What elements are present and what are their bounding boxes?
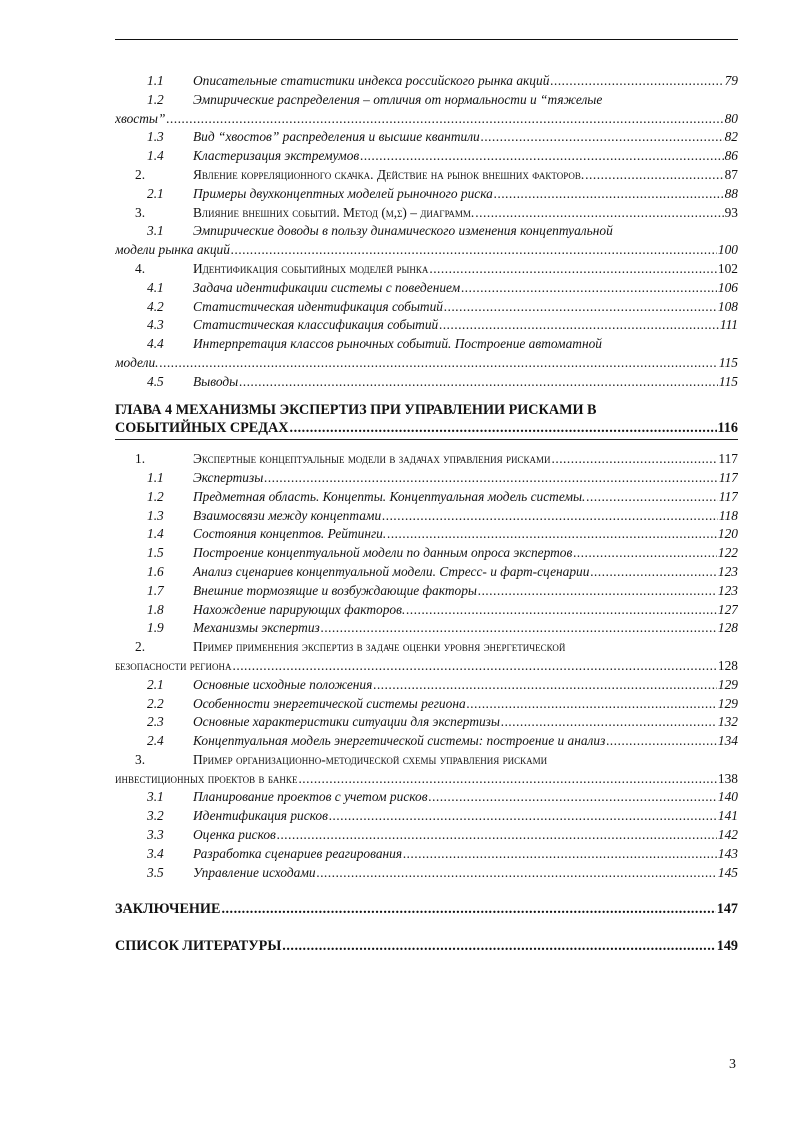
toc-references[interactable]: СПИСОК ЛИТЕРАТУРЫ ..... 149: [115, 937, 738, 956]
toc-subsection-3-3[interactable]: 3.3 Оценка рисков ..... 142: [115, 826, 738, 845]
toc-ch4-section-1[interactable]: 1. Экспертные концептуальные модели в задачах управления рисками ..... 117: [115, 450, 738, 469]
toc-section-2[interactable]: 2. Явление корреляционного скачка. Действие на рынок внешних факторов. ..... 87: [115, 166, 738, 185]
toc-subsection-1-3[interactable]: 1.3 Вид “хвостов” распределения и высшие квантили ..... 82: [115, 128, 738, 147]
toc-subsection-2-1[interactable]: 2.1 Примеры двухконцептных моделей рыночного риска ..... 88: [115, 185, 738, 204]
toc-ch4-section-2[interactable]: 2. Пример применения экспертиз в задаче оценки уровня энергетической безопасности региона ..... 128: [115, 638, 738, 676]
toc-subsection-1-4[interactable]: 1.4 Кластеризация экстремумов ..... 86: [115, 147, 738, 166]
toc-subsection-2-1[interactable]: 2.1 Основные исходные положения ..... 129: [115, 676, 738, 695]
page-number: 3: [729, 1057, 736, 1072]
toc-section-4[interactable]: 4. Идентификация событийных моделей рынка ..... 102: [115, 260, 738, 279]
toc-subsection-3-1[interactable]: 3.1 Планирование проектов с учетом рисков ..... 140: [115, 788, 738, 807]
toc-subsection-1-7[interactable]: 1.7 Внешние тормозящие и возбуждающие факторы ..... 123: [115, 582, 738, 601]
toc-subsection-1-8[interactable]: 1.8 Нахождение парирующих факторов. ..... 127: [115, 601, 738, 620]
table-of-contents: [115, 72, 738, 956]
toc-subsection-4-2[interactable]: 4.2 Статистическая идентификация событий ..... 108: [115, 298, 738, 317]
toc-subsection-1-2[interactable]: 1.2 Предметная область. Концепты. Концептуальная модель системы. ..... 117: [115, 488, 738, 507]
toc-subsection-1-1[interactable]: 1.1 Описательные статистики индекса российского рынка акций ..... 79: [115, 72, 738, 91]
toc-subsection-1-4[interactable]: 1.4 Состояния концептов. Рейтинги. ..... 120: [115, 525, 738, 544]
header-rule: [115, 39, 738, 40]
toc-subsection-3-2[interactable]: 3.2 Идентификация рисков ..... 141: [115, 807, 738, 826]
toc-conclusion[interactable]: ЗАКЛЮЧЕНИЕ ..... 147: [115, 900, 738, 919]
toc-subsection-4-1[interactable]: 4.1 Задача идентификации системы с поведением ..... 106: [115, 279, 738, 298]
toc-subsection-2-2[interactable]: 2.2 Особенности энергетической системы региона ..... 129: [115, 695, 738, 714]
toc-subsection-1-6[interactable]: 1.6 Анализ сценариев концептуальной модели. Стресс- и фарт-сценарии ..... 123: [115, 563, 738, 582]
toc-subsection-3-4[interactable]: 3.4 Разработка сценариев реагирования ..... 143: [115, 845, 738, 864]
toc-subsection-1-1[interactable]: 1.1 Экспертизы ..... 117: [115, 469, 738, 488]
toc-section-3[interactable]: 3. Влияние внешних событий. Метод (м,σ) – диаграмм. ..... 93: [115, 204, 738, 223]
toc-subsection-4-3[interactable]: 4.3 Статистическая классификация событий ..... 111: [115, 316, 738, 335]
toc-subsection-4-5[interactable]: 4.5 Выводы ..... 115: [115, 373, 738, 392]
toc-subsection-3-5[interactable]: 3.5 Управление исходами ..... 145: [115, 864, 738, 883]
toc-subsection-3-1[interactable]: 3.1 Эмпирические доводы в пользу динамического изменения концептуальной модели рынка акций ..... 100: [115, 222, 738, 260]
toc-subsection-2-4[interactable]: 2.4 Концептуальная модель энергетической системы: построение и анализ ..... 134: [115, 732, 738, 751]
toc-subsection-1-9[interactable]: 1.9 Механизмы экспертиз ..... 128: [115, 619, 738, 638]
toc-subsection-2-3[interactable]: 2.3 Основные характеристики ситуации для экспертизы ..... 132: [115, 713, 738, 732]
toc-subsection-1-3[interactable]: 1.3 Взаимосвязи между концептами ..... 118: [115, 507, 738, 526]
toc-subsection-4-4[interactable]: 4.4 Интерпретация классов рыночных событий. Построение автоматной модели. ..... 115: [115, 335, 738, 373]
toc-subsection-1-5[interactable]: 1.5 Построение концептуальной модели по данным опроса экспертов ..... 122: [115, 544, 738, 563]
toc-chapter-4[interactable]: ГЛАВА 4 МЕХАНИЗМЫ ЭКСПЕРТИЗ ПРИ УПРАВЛЕНИИ РИСКАМИ В СОБЫТИЙНЫХ СРЕДАХ ..... 116: [115, 401, 738, 441]
toc-ch4-section-3[interactable]: 3. Пример организационно-методической схемы управления рисками инвестиционных проектов в банке ..... 138: [115, 751, 738, 789]
toc-subsection-1-2[interactable]: 1.2 Эмпирические распределения – отличия от нормальности и “тяжелые хвосты” ..... 80: [115, 91, 738, 129]
